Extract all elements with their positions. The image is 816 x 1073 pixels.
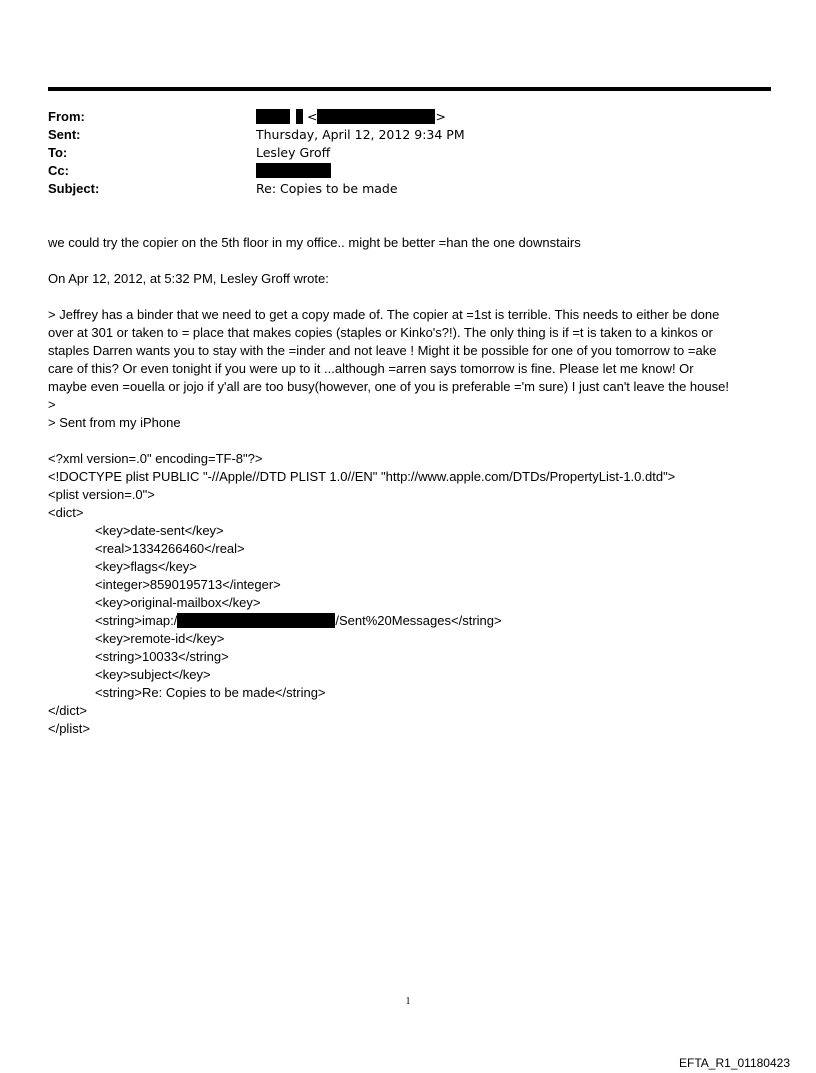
quote-line: care of this? Or even tonight if you were up to it ...although =arren says tomorrow is fine. Please let me know! Or <box>48 361 694 376</box>
sent-row <box>48 126 768 144</box>
cc-value <box>256 162 331 180</box>
from-row <box>48 108 768 126</box>
redaction-box <box>256 109 290 124</box>
plist-string-imap <box>48 612 773 630</box>
plist-key-mailbox: <key>original-mailbox</key> <box>95 595 261 610</box>
from-gt: > <box>435 109 446 124</box>
plist-key-flags: <key>flags</key> <box>95 559 197 574</box>
page-number: 1 <box>405 996 411 1007</box>
from-label: From: <box>48 109 85 124</box>
from-lt: < <box>306 109 318 124</box>
redaction-box <box>317 109 435 124</box>
to-value: Lesley Groff <box>256 145 331 160</box>
quote-line: maybe even =ouella or jojo if y'all are too busy(however, one of you is preferable ='m sure) I just can't leave the house! <box>48 379 729 394</box>
email-header <box>48 108 768 198</box>
quote-line: over at 301 or taken to = place that makes copies (staples or Kinko's?!). The only thing is if =t is taken to a kinkos or <box>48 325 713 340</box>
bates-number: EFTA_R1_01180423 <box>679 1056 790 1070</box>
attribution-line: On Apr 12, 2012, at 5:32 PM, Lesley Groff wrote: <box>48 271 329 286</box>
plist-key-remote: <key>remote-id</key> <box>95 631 225 646</box>
subject-row <box>48 180 768 198</box>
signature-line: > Sent from my iPhone <box>48 415 181 430</box>
quote-line: > Jeffrey has a binder that we need to get a copy made of. The copier at =1st is terrible. This needs to either be done <box>48 307 720 322</box>
plist-open: <plist version=.0"> <box>48 487 155 502</box>
cc-row <box>48 162 768 180</box>
plist-key-subject: <key>subject</key> <box>95 667 211 682</box>
redaction-box <box>177 613 335 628</box>
quote-marker: > <box>48 397 56 412</box>
header-rule <box>48 87 771 91</box>
subject-value: Re: Copies to be made <box>256 181 398 196</box>
dict-open: <dict> <box>48 505 84 520</box>
redaction-box <box>296 109 303 124</box>
to-row <box>48 144 768 162</box>
plist-integer: <integer>8590195713</integer> <box>95 577 281 592</box>
plist-doctype: <!DOCTYPE plist PUBLIC "-//Apple//DTD PLIST 1.0//EN" "http://www.apple.com/DTDs/PropertyList-1.0.dtd"> <box>48 469 676 484</box>
imap-prefix: <string>imap:/ <box>95 613 178 628</box>
to-label: To: <box>48 145 68 160</box>
plist-xml-decl: <?xml version=.0" encoding=TF-8"?> <box>48 451 263 466</box>
plist-real: <real>1334266460</real> <box>95 541 245 556</box>
plist-close: </plist> <box>48 721 90 736</box>
sent-label: Sent: <box>48 127 81 142</box>
redaction-box <box>256 163 331 178</box>
cc-label: Cc: <box>48 163 69 178</box>
plist-string-remote: <string>10033</string> <box>95 649 229 664</box>
reply-text: we could try the copier on the 5th floor in my office.. might be better =han the one downstairs <box>48 235 581 250</box>
sent-value: Thursday, April 12, 2012 9:34 PM <box>256 127 465 142</box>
plist-string-subject: <string>Re: Copies to be made</string> <box>95 685 326 700</box>
dict-close: </dict> <box>48 703 88 718</box>
quote-line: staples Darren wants you to stay with the =inder and not leave ! Might it be possible for one of you tomorrow to =ake <box>48 343 717 358</box>
plist-key-date-sent: <key>date-sent</key> <box>95 523 224 538</box>
email-body <box>48 234 773 738</box>
imap-suffix: /Sent%20Messages</string> <box>335 613 502 628</box>
from-value <box>256 108 446 126</box>
subject-label: Subject: <box>48 181 100 196</box>
